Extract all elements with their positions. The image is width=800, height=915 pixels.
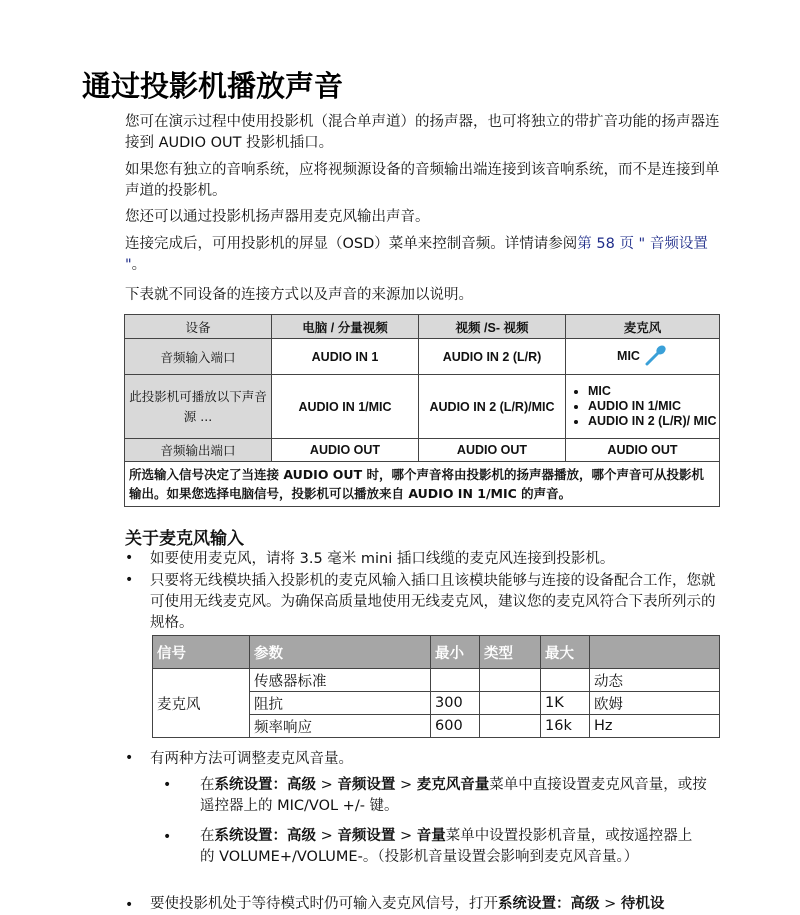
sep: > (316, 828, 338, 844)
sub-1-pre: 在 (200, 777, 215, 793)
menu-mic-volume: 麦克风音量 (416, 777, 490, 793)
section-title: 关于麦克风输入 (125, 529, 244, 549)
bullet-3: 有两种方法可调整麦克风音量。 (150, 751, 353, 767)
list-item: • AUDIO IN 2 (L/R)/ MIC (588, 414, 719, 429)
t2-header-unit (590, 636, 720, 669)
t2-unit: 欧姆 (590, 692, 720, 715)
menu-system-setup: 系统设置：高级 (498, 896, 600, 912)
t2-min: 600 (431, 715, 480, 738)
paragraph-4-text: 连接完成后，可用投影机的屏显（OSD）菜单来控制音频。详情请参阅 (125, 236, 578, 252)
t2-min (431, 669, 480, 692)
t2-header-type: 类型 (480, 636, 541, 669)
t1-audio-output-video: AUDIO OUT (419, 439, 566, 462)
t2-type (480, 669, 541, 692)
bullet-marker: • (125, 572, 134, 588)
t1-note: 所选输入信号决定了当连接 AUDIO OUT 时，哪个声音将由投影机的扬声器播放，哪个声音可从投影机输出。如果您选择电脑信号，投影机可以播放来自 AUDIO IN 1/MIC 的声音。 (125, 462, 720, 507)
t1-source-label: 此投影机可播放以下声音源 ... (125, 375, 272, 439)
paragraph-5: 下表就不同设备的连接方式以及声音的来源加以说明。 (125, 287, 473, 303)
sub-bullet-marker: • (163, 777, 172, 793)
audio-connection-table (124, 314, 720, 507)
sub-1-post: 菜单中直接设置麦克风音量，或按遥控器上的 MIC/VOL +/- 键。 (200, 777, 707, 814)
paragraph-4-end: 。 (131, 257, 147, 273)
t2-max (541, 669, 590, 692)
t1-audio-input-mic: MIC (617, 348, 640, 363)
menu-standby: 待机设 (620, 896, 665, 912)
sub-2-post: 菜单中设置投影机音量，或按遥控器上的 VOLUME+/VOLUME-。（投影机音量设置会影响到麦克风音量。） (200, 828, 693, 865)
menu-audio-settings: 音频设置 (337, 777, 396, 793)
t1-source-video: AUDIO IN 2 (L/R)/MIC (419, 375, 566, 439)
bullet-1: 如要使用麦克风，请将 3.5 毫米 mini 插口线缆的麦克风连接到投影机。 (150, 551, 615, 567)
t2-group-label: 麦克风 (153, 669, 250, 738)
sub-2-pre: 在 (200, 828, 215, 844)
t2-param: 频率响应 (250, 715, 431, 738)
t1-header-video: 视频 /S- 视频 (419, 315, 566, 339)
sub-bullet-2 (200, 826, 700, 868)
sep: > (395, 777, 417, 793)
t1-audio-output-computer: AUDIO OUT (272, 439, 419, 462)
paragraph-3: 您还可以通过投影机扬声器用麦克风输出声音。 (125, 209, 430, 225)
paragraph-4 (125, 234, 725, 276)
menu-system-setup: 系统设置：高级 (214, 777, 316, 793)
menu-audio-settings: 音频设置 (337, 828, 396, 844)
bullet-4 (150, 894, 720, 915)
t2-max: 16k (541, 715, 590, 738)
t2-param: 传感器标准 (250, 669, 431, 692)
bullet-marker: • (125, 550, 134, 566)
sub-bullet-1 (200, 775, 720, 817)
t2-param: 阻抗 (250, 692, 431, 715)
sub-bullet-marker: • (163, 829, 172, 845)
t1-header-computer: 电脑 / 分量视频 (272, 315, 419, 339)
t1-audio-input-mic-cell (566, 339, 720, 375)
t1-header-device: 设备 (125, 315, 272, 339)
bullet-marker: • (125, 750, 134, 766)
t1-audio-input-label: 音频输入端口 (125, 339, 272, 375)
page-title: 通过投影机播放声音 (82, 69, 344, 103)
t2-type (480, 715, 541, 738)
t2-min: 300 (431, 692, 480, 715)
list-item: • AUDIO IN 1/MIC (588, 399, 719, 414)
sep: > (395, 828, 417, 844)
paragraph-1: 您可在演示过程中使用投影机（混合单声道）的扬声器，也可将独立的带扩音功能的扬声器连接到 AUDIO OUT 投影机插口。 (125, 114, 720, 151)
menu-system-setup: 系统设置：高级 (214, 828, 316, 844)
t1-audio-input-computer: AUDIO IN 1 (272, 339, 419, 375)
t2-max: 1K (541, 692, 590, 715)
microphone-spec-table (152, 635, 720, 738)
t1-audio-output-mic: AUDIO OUT (566, 439, 720, 462)
t2-header-max: 最大 (541, 636, 590, 669)
t2-unit: Hz (590, 715, 720, 738)
t1-source-mic (566, 375, 720, 439)
microphone-icon (644, 344, 668, 369)
t1-audio-input-video: AUDIO IN 2 (L/R) (419, 339, 566, 375)
t1-audio-output-label: 音频输出端口 (125, 439, 272, 462)
bullet-2: 只要将无线模块插入投影机的麦克风输入插口且该模块能够与连接的设备配合工作，您就可使用无线麦克风。为确保高质量地使用无线麦克风，建议您的麦克风符合下表所列示的规格。 (150, 573, 716, 631)
t1-header-mic: 麦克风 (566, 315, 720, 339)
t2-unit: 动态 (590, 669, 720, 692)
sep: > (316, 777, 338, 793)
paragraph-2: 如果您有独立的音响系统，应将视频源设备的音频输出端连接到该音响系统，而不是连接到单声道的投影机。 (125, 162, 720, 199)
bullet-marker: • (125, 897, 134, 913)
sep: > (599, 896, 621, 912)
t2-header-param: 参数 (250, 636, 431, 669)
t1-source-mic-list (566, 384, 719, 429)
menu-volume: 音量 (416, 828, 446, 844)
t2-header-signal: 信号 (153, 636, 250, 669)
list-item: • MIC (588, 384, 719, 399)
audio-settings-link[interactable]: 第 58 页 " 音频设置 " (125, 236, 708, 273)
t1-source-computer: AUDIO IN 1/MIC (272, 375, 419, 439)
bullet-4-pre: 要使投影机处于等待模式时仍可输入麦克风信号，打开 (150, 896, 498, 912)
t2-header-min: 最小 (431, 636, 480, 669)
t2-type (480, 692, 541, 715)
